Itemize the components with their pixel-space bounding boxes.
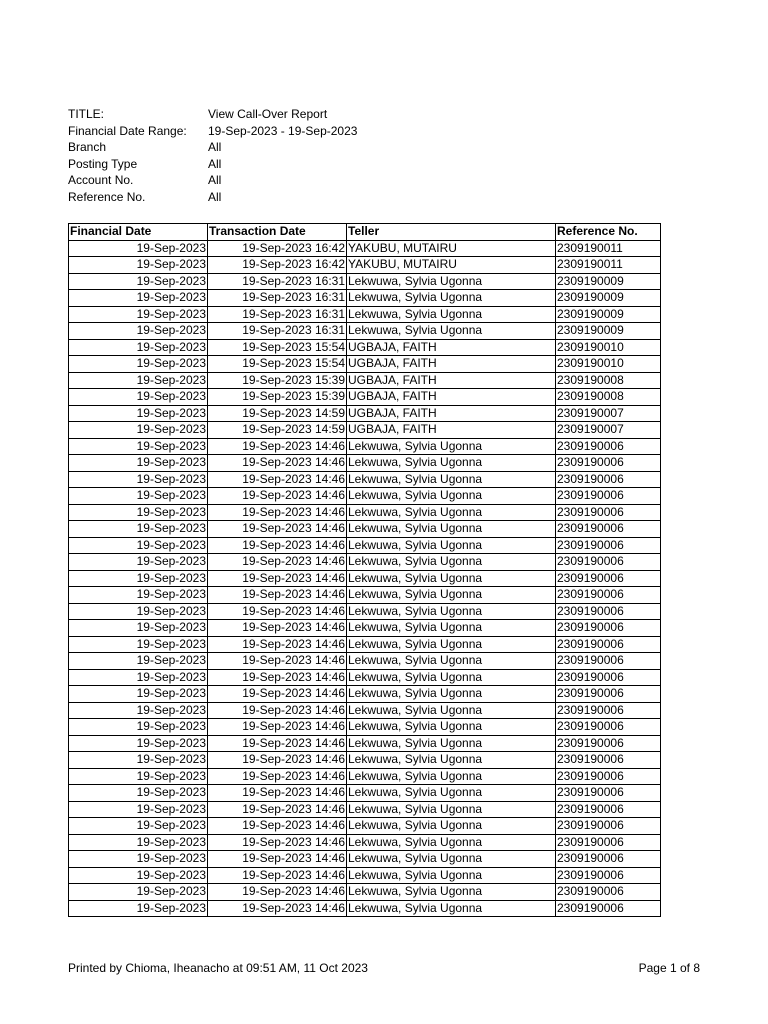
cell-teller: Lekwuwa, Sylvia Ugonna [347, 900, 556, 917]
table-row [69, 686, 661, 703]
table-row [69, 801, 661, 818]
cell-financial-date: 19-Sep-2023 [69, 455, 208, 472]
table-row [69, 768, 661, 785]
table-row [69, 587, 661, 604]
cell-transaction-date: 19-Sep-2023 15:39 [208, 389, 347, 406]
cell-transaction-date: 19-Sep-2023 14:46 [208, 521, 347, 538]
table-row [69, 653, 661, 670]
cell-financial-date: 19-Sep-2023 [69, 686, 208, 703]
cell-reference-no: 2309190006 [556, 702, 661, 719]
cell-teller: Lekwuwa, Sylvia Ugonna [347, 455, 556, 472]
cell-financial-date: 19-Sep-2023 [69, 620, 208, 637]
cell-transaction-date: 19-Sep-2023 14:46 [208, 587, 347, 604]
cell-reference-no: 2309190006 [556, 537, 661, 554]
cell-financial-date: 19-Sep-2023 [69, 273, 208, 290]
cell-reference-no: 2309190006 [556, 669, 661, 686]
cell-financial-date: 19-Sep-2023 [69, 570, 208, 587]
cell-teller: Lekwuwa, Sylvia Ugonna [347, 686, 556, 703]
table-row [69, 818, 661, 835]
cell-financial-date: 19-Sep-2023 [69, 372, 208, 389]
cell-reference-no: 2309190011 [556, 257, 661, 274]
page-number: Page 1 of 8 [638, 961, 700, 975]
cell-reference-no: 2309190011 [556, 240, 661, 257]
cell-financial-date: 19-Sep-2023 [69, 719, 208, 736]
cell-transaction-date: 19-Sep-2023 16:31 [208, 306, 347, 323]
printed-by-text: Printed by Chioma, Iheanacho at 09:51 AM, 11 Oct 2023 [68, 961, 368, 975]
cell-transaction-date: 19-Sep-2023 14:46 [208, 702, 347, 719]
cell-financial-date: 19-Sep-2023 [69, 471, 208, 488]
cell-financial-date: 19-Sep-2023 [69, 405, 208, 422]
cell-reference-no: 2309190006 [556, 900, 661, 917]
cell-teller: Lekwuwa, Sylvia Ugonna [347, 867, 556, 884]
cell-teller: Lekwuwa, Sylvia Ugonna [347, 587, 556, 604]
cell-reference-no: 2309190006 [556, 818, 661, 835]
cell-financial-date: 19-Sep-2023 [69, 867, 208, 884]
cell-reference-no: 2309190007 [556, 422, 661, 439]
meta-label: Posting Type [68, 156, 138, 171]
cell-transaction-date: 19-Sep-2023 16:31 [208, 290, 347, 307]
cell-transaction-date: 19-Sep-2023 14:46 [208, 768, 347, 785]
column-header-reference-no: Reference No. [556, 224, 661, 241]
cell-financial-date: 19-Sep-2023 [69, 801, 208, 818]
cell-reference-no: 2309190006 [556, 834, 661, 851]
cell-teller: Lekwuwa, Sylvia Ugonna [347, 603, 556, 620]
table-row [69, 323, 661, 340]
cell-financial-date: 19-Sep-2023 [69, 653, 208, 670]
meta-value: All [208, 189, 222, 204]
table-row [69, 884, 661, 901]
cell-teller: YAKUBU, MUTAIRU [347, 257, 556, 274]
cell-transaction-date: 19-Sep-2023 14:46 [208, 471, 347, 488]
cell-reference-no: 2309190010 [556, 356, 661, 373]
cell-transaction-date: 19-Sep-2023 14:59 [208, 422, 347, 439]
cell-teller: UGBAJA, FAITH [347, 372, 556, 389]
table-row [69, 455, 661, 472]
report-footer [68, 960, 700, 976]
table-row [69, 521, 661, 538]
cell-transaction-date: 19-Sep-2023 14:46 [208, 834, 347, 851]
meta-label: Financial Date Range: [68, 123, 187, 138]
table-row [69, 537, 661, 554]
meta-row [68, 139, 668, 156]
cell-financial-date: 19-Sep-2023 [69, 356, 208, 373]
cell-transaction-date: 19-Sep-2023 14:46 [208, 867, 347, 884]
cell-reference-no: 2309190006 [556, 455, 661, 472]
meta-row [68, 106, 668, 123]
table-row [69, 785, 661, 802]
cell-transaction-date: 19-Sep-2023 14:46 [208, 504, 347, 521]
table-row [69, 867, 661, 884]
cell-financial-date: 19-Sep-2023 [69, 884, 208, 901]
column-header-teller: Teller [347, 224, 556, 241]
meta-row [68, 123, 668, 140]
meta-label: Branch [68, 140, 107, 154]
cell-financial-date: 19-Sep-2023 [69, 669, 208, 686]
cell-reference-no: 2309190006 [556, 554, 661, 571]
cell-teller: Lekwuwa, Sylvia Ugonna [347, 719, 556, 736]
cell-financial-date: 19-Sep-2023 [69, 537, 208, 554]
cell-reference-no: 2309190006 [556, 438, 661, 455]
table-row [69, 900, 661, 917]
cell-transaction-date: 19-Sep-2023 14:46 [208, 636, 347, 653]
cell-transaction-date: 19-Sep-2023 14:46 [208, 851, 347, 868]
cell-financial-date: 19-Sep-2023 [69, 504, 208, 521]
cell-financial-date: 19-Sep-2023 [69, 306, 208, 323]
cell-transaction-date: 19-Sep-2023 16:42 [208, 240, 347, 257]
cell-transaction-date: 19-Sep-2023 14:46 [208, 554, 347, 571]
column-header-transaction-date: Transaction Date [208, 224, 347, 241]
cell-transaction-date: 19-Sep-2023 14:46 [208, 669, 347, 686]
cell-teller: Lekwuwa, Sylvia Ugonna [347, 851, 556, 868]
cell-reference-no: 2309190009 [556, 290, 661, 307]
cell-teller: Lekwuwa, Sylvia Ugonna [347, 801, 556, 818]
cell-teller: UGBAJA, FAITH [347, 339, 556, 356]
cell-teller: Lekwuwa, Sylvia Ugonna [347, 504, 556, 521]
cell-reference-no: 2309190006 [556, 570, 661, 587]
cell-reference-no: 2309190006 [556, 620, 661, 637]
meta-label: Reference No. [68, 189, 146, 204]
cell-reference-no: 2309190006 [556, 735, 661, 752]
cell-financial-date: 19-Sep-2023 [69, 900, 208, 917]
cell-teller: Lekwuwa, Sylvia Ugonna [347, 554, 556, 571]
cell-transaction-date: 19-Sep-2023 14:46 [208, 801, 347, 818]
cell-teller: Lekwuwa, Sylvia Ugonna [347, 620, 556, 637]
cell-teller: Lekwuwa, Sylvia Ugonna [347, 323, 556, 340]
cell-financial-date: 19-Sep-2023 [69, 587, 208, 604]
cell-reference-no: 2309190007 [556, 405, 661, 422]
table-row [69, 554, 661, 571]
table-row [69, 669, 661, 686]
cell-transaction-date: 19-Sep-2023 14:46 [208, 488, 347, 505]
meta-value: All [208, 156, 222, 171]
cell-transaction-date: 19-Sep-2023 14:59 [208, 405, 347, 422]
cell-reference-no: 2309190006 [556, 653, 661, 670]
cell-teller: Lekwuwa, Sylvia Ugonna [347, 818, 556, 835]
table-header-row [69, 224, 661, 241]
meta-value: 19-Sep-2023 - 19-Sep-2023 [208, 123, 358, 138]
table-row [69, 504, 661, 521]
cell-teller: Lekwuwa, Sylvia Ugonna [347, 884, 556, 901]
cell-reference-no: 2309190009 [556, 323, 661, 340]
cell-teller: Lekwuwa, Sylvia Ugonna [347, 488, 556, 505]
cell-financial-date: 19-Sep-2023 [69, 834, 208, 851]
table-row [69, 735, 661, 752]
table-row [69, 719, 661, 736]
table-row [69, 356, 661, 373]
cell-transaction-date: 19-Sep-2023 14:46 [208, 735, 347, 752]
cell-financial-date: 19-Sep-2023 [69, 851, 208, 868]
cell-transaction-date: 19-Sep-2023 14:46 [208, 455, 347, 472]
table-row [69, 834, 661, 851]
cell-transaction-date: 19-Sep-2023 16:42 [208, 257, 347, 274]
cell-transaction-date: 19-Sep-2023 14:46 [208, 570, 347, 587]
cell-financial-date: 19-Sep-2023 [69, 339, 208, 356]
cell-teller: Lekwuwa, Sylvia Ugonna [347, 636, 556, 653]
table-body [69, 240, 661, 917]
cell-reference-no: 2309190006 [556, 686, 661, 703]
cell-financial-date: 19-Sep-2023 [69, 257, 208, 274]
meta-row [68, 172, 668, 189]
table-row [69, 290, 661, 307]
cell-teller: Lekwuwa, Sylvia Ugonna [347, 521, 556, 538]
cell-teller: Lekwuwa, Sylvia Ugonna [347, 752, 556, 769]
cell-teller: Lekwuwa, Sylvia Ugonna [347, 768, 556, 785]
cell-teller: Lekwuwa, Sylvia Ugonna [347, 653, 556, 670]
cell-reference-no: 2309190006 [556, 488, 661, 505]
table-row [69, 306, 661, 323]
cell-reference-no: 2309190010 [556, 339, 661, 356]
table-row [69, 372, 661, 389]
table-row [69, 438, 661, 455]
cell-transaction-date: 19-Sep-2023 14:46 [208, 785, 347, 802]
meta-label: TITLE: [68, 107, 105, 121]
table-row [69, 636, 661, 653]
cell-teller: Lekwuwa, Sylvia Ugonna [347, 290, 556, 307]
cell-teller: Lekwuwa, Sylvia Ugonna [347, 702, 556, 719]
meta-label: Account No. [68, 173, 134, 187]
cell-teller: Lekwuwa, Sylvia Ugonna [347, 306, 556, 323]
cell-teller: Lekwuwa, Sylvia Ugonna [347, 438, 556, 455]
cell-teller: UGBAJA, FAITH [347, 389, 556, 406]
table-row [69, 570, 661, 587]
cell-transaction-date: 19-Sep-2023 14:46 [208, 537, 347, 554]
cell-transaction-date: 19-Sep-2023 14:46 [208, 653, 347, 670]
cell-teller: UGBAJA, FAITH [347, 405, 556, 422]
table-row [69, 702, 661, 719]
cell-transaction-date: 19-Sep-2023 14:46 [208, 719, 347, 736]
table-row [69, 389, 661, 406]
cell-teller: Lekwuwa, Sylvia Ugonna [347, 273, 556, 290]
cell-financial-date: 19-Sep-2023 [69, 636, 208, 653]
cell-financial-date: 19-Sep-2023 [69, 735, 208, 752]
cell-transaction-date: 19-Sep-2023 14:46 [208, 620, 347, 637]
table-row [69, 240, 661, 257]
cell-teller: Lekwuwa, Sylvia Ugonna [347, 570, 556, 587]
cell-transaction-date: 19-Sep-2023 14:46 [208, 884, 347, 901]
meta-value: All [208, 173, 222, 187]
meta-value: All [208, 140, 222, 154]
cell-transaction-date: 19-Sep-2023 15:39 [208, 372, 347, 389]
cell-reference-no: 2309190008 [556, 372, 661, 389]
cell-transaction-date: 19-Sep-2023 16:31 [208, 273, 347, 290]
cell-reference-no: 2309190006 [556, 801, 661, 818]
cell-transaction-date: 19-Sep-2023 14:46 [208, 438, 347, 455]
cell-transaction-date: 19-Sep-2023 14:46 [208, 900, 347, 917]
cell-teller: Lekwuwa, Sylvia Ugonna [347, 471, 556, 488]
cell-reference-no: 2309190006 [556, 851, 661, 868]
cell-transaction-date: 19-Sep-2023 15:54 [208, 356, 347, 373]
cell-financial-date: 19-Sep-2023 [69, 768, 208, 785]
table-row [69, 620, 661, 637]
cell-teller: UGBAJA, FAITH [347, 422, 556, 439]
cell-transaction-date: 19-Sep-2023 14:46 [208, 603, 347, 620]
table-row [69, 273, 661, 290]
table-row [69, 752, 661, 769]
cell-reference-no: 2309190006 [556, 636, 661, 653]
cell-reference-no: 2309190009 [556, 306, 661, 323]
cell-financial-date: 19-Sep-2023 [69, 752, 208, 769]
cell-reference-no: 2309190006 [556, 785, 661, 802]
cell-reference-no: 2309190006 [556, 587, 661, 604]
call-over-table [68, 223, 661, 917]
cell-financial-date: 19-Sep-2023 [69, 438, 208, 455]
cell-financial-date: 19-Sep-2023 [69, 603, 208, 620]
report-header [68, 106, 668, 205]
cell-reference-no: 2309190008 [556, 389, 661, 406]
cell-financial-date: 19-Sep-2023 [69, 702, 208, 719]
table-row [69, 488, 661, 505]
cell-financial-date: 19-Sep-2023 [69, 290, 208, 307]
table-row [69, 851, 661, 868]
cell-reference-no: 2309190006 [556, 603, 661, 620]
cell-financial-date: 19-Sep-2023 [69, 240, 208, 257]
cell-reference-no: 2309190006 [556, 504, 661, 521]
table-row [69, 405, 661, 422]
cell-teller: UGBAJA, FAITH [347, 356, 556, 373]
column-header-financial-date: Financial Date [69, 224, 208, 241]
cell-transaction-date: 19-Sep-2023 14:46 [208, 752, 347, 769]
cell-reference-no: 2309190006 [556, 752, 661, 769]
meta-row [68, 189, 668, 206]
cell-financial-date: 19-Sep-2023 [69, 818, 208, 835]
cell-teller: YAKUBU, MUTAIRU [347, 240, 556, 257]
cell-reference-no: 2309190006 [556, 867, 661, 884]
cell-teller: Lekwuwa, Sylvia Ugonna [347, 785, 556, 802]
cell-teller: Lekwuwa, Sylvia Ugonna [347, 735, 556, 752]
cell-reference-no: 2309190006 [556, 471, 661, 488]
table-row [69, 257, 661, 274]
cell-financial-date: 19-Sep-2023 [69, 323, 208, 340]
meta-row [68, 156, 668, 173]
cell-transaction-date: 19-Sep-2023 14:46 [208, 686, 347, 703]
cell-transaction-date: 19-Sep-2023 14:46 [208, 818, 347, 835]
cell-financial-date: 19-Sep-2023 [69, 785, 208, 802]
cell-transaction-date: 19-Sep-2023 16:31 [208, 323, 347, 340]
cell-teller: Lekwuwa, Sylvia Ugonna [347, 537, 556, 554]
cell-reference-no: 2309190009 [556, 273, 661, 290]
table-row [69, 422, 661, 439]
meta-value: View Call-Over Report [208, 107, 328, 121]
table-row [69, 471, 661, 488]
cell-reference-no: 2309190006 [556, 884, 661, 901]
cell-financial-date: 19-Sep-2023 [69, 389, 208, 406]
cell-reference-no: 2309190006 [556, 521, 661, 538]
cell-financial-date: 19-Sep-2023 [69, 554, 208, 571]
cell-financial-date: 19-Sep-2023 [69, 488, 208, 505]
cell-reference-no: 2309190006 [556, 768, 661, 785]
cell-financial-date: 19-Sep-2023 [69, 521, 208, 538]
cell-teller: Lekwuwa, Sylvia Ugonna [347, 834, 556, 851]
table-row [69, 603, 661, 620]
cell-transaction-date: 19-Sep-2023 15:54 [208, 339, 347, 356]
cell-financial-date: 19-Sep-2023 [69, 422, 208, 439]
table-row [69, 339, 661, 356]
cell-teller: Lekwuwa, Sylvia Ugonna [347, 669, 556, 686]
cell-reference-no: 2309190006 [556, 719, 661, 736]
